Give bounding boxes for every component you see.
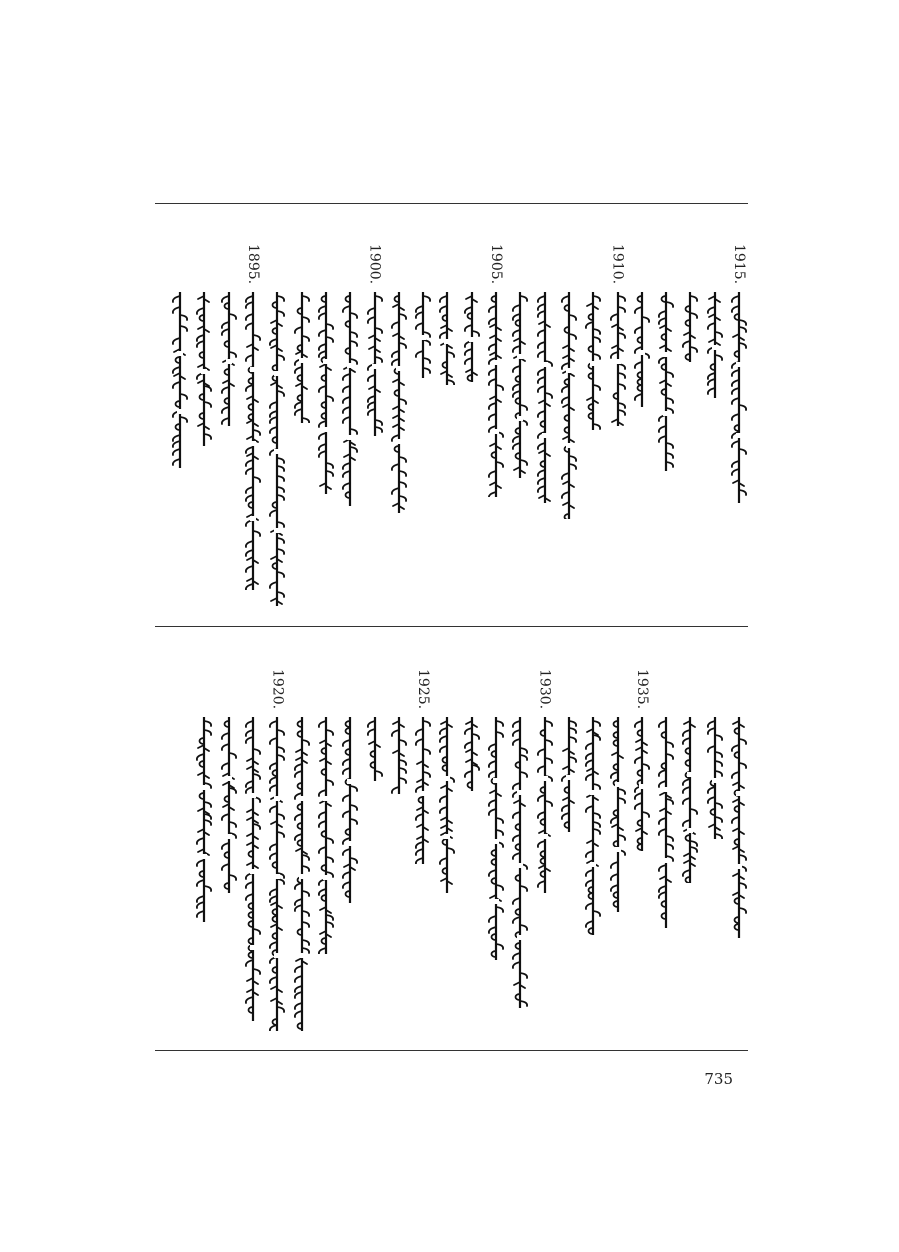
script-line	[534, 717, 556, 893]
text-column	[364, 230, 386, 615]
script-line	[169, 292, 191, 468]
text-column	[291, 230, 313, 615]
script-line	[509, 292, 531, 478]
line-number	[339, 669, 361, 715]
text-column	[631, 655, 653, 1040]
script-line	[534, 292, 556, 503]
script-line	[364, 292, 386, 436]
line-number	[509, 669, 531, 715]
line-number	[266, 244, 288, 290]
line-number	[169, 244, 191, 290]
line-number	[291, 669, 313, 715]
script-line	[339, 292, 361, 506]
script-line	[315, 717, 337, 954]
script-line	[436, 717, 458, 893]
line-number: 1910.	[609, 244, 626, 285]
text-column	[558, 655, 580, 1040]
line-number	[193, 669, 215, 715]
line-number	[412, 244, 434, 290]
section-upper	[155, 230, 748, 615]
text-column	[679, 655, 701, 1040]
script-line	[558, 292, 580, 519]
line-number	[315, 244, 337, 290]
script-line	[291, 717, 313, 1031]
script-line	[291, 292, 313, 423]
line-number	[218, 669, 240, 715]
line-number	[242, 669, 264, 715]
script-line	[193, 717, 215, 922]
script-line	[412, 717, 434, 864]
script-line	[679, 717, 701, 883]
line-number	[558, 669, 580, 715]
text-column	[558, 230, 580, 615]
script-line	[485, 292, 507, 497]
script-line	[388, 717, 410, 794]
text-column	[509, 230, 531, 615]
script-line	[218, 717, 240, 893]
line-number	[291, 244, 313, 290]
text-column	[509, 655, 531, 1040]
line-number	[607, 669, 629, 715]
line-number	[582, 244, 604, 290]
script-line	[436, 292, 458, 385]
script-line	[582, 717, 604, 935]
text-column	[436, 230, 458, 615]
text-column	[582, 230, 604, 615]
text-column	[388, 655, 410, 1040]
line-number	[582, 669, 604, 715]
text-column	[534, 655, 556, 1040]
line-number	[534, 244, 556, 290]
text-column	[485, 230, 507, 615]
script-line	[461, 717, 483, 791]
line-number	[436, 244, 458, 290]
line-number	[728, 669, 750, 715]
text-column	[242, 230, 264, 615]
script-line	[339, 717, 361, 903]
script-line	[655, 717, 677, 928]
script-line	[461, 292, 483, 382]
script-line	[218, 292, 240, 426]
text-column	[242, 655, 264, 1040]
line-number	[655, 669, 677, 715]
line-number: 1935.	[633, 669, 650, 710]
line-number	[388, 669, 410, 715]
line-number	[704, 244, 726, 290]
script-line	[193, 292, 215, 446]
line-number	[655, 244, 677, 290]
line-number	[485, 669, 507, 715]
script-line	[509, 717, 531, 1008]
text-column	[607, 655, 629, 1040]
line-number	[218, 244, 240, 290]
page-number: 735	[704, 1070, 733, 1088]
text-column	[412, 655, 434, 1040]
text-column	[315, 655, 337, 1040]
script-line	[266, 717, 288, 1031]
script-line	[315, 292, 337, 494]
script-line	[607, 292, 629, 426]
line-number	[461, 669, 483, 715]
line-number: 1930.	[536, 669, 553, 710]
script-line	[558, 717, 580, 832]
script-line	[242, 292, 264, 590]
line-number	[679, 244, 701, 290]
text-column	[631, 230, 653, 615]
line-number: 1915.	[731, 244, 747, 285]
text-column	[461, 230, 483, 615]
text-column	[218, 655, 240, 1040]
text-column	[193, 655, 215, 1040]
line-number	[388, 244, 410, 290]
script-line	[388, 292, 410, 513]
script-line	[266, 292, 288, 606]
section-lower	[155, 655, 748, 1040]
text-column	[534, 230, 556, 615]
script-line	[412, 292, 434, 378]
text-column	[218, 230, 240, 615]
line-number	[704, 669, 726, 715]
line-number	[679, 669, 701, 715]
text-column	[704, 230, 726, 615]
text-column	[339, 230, 361, 615]
line-number: 1895.	[245, 244, 261, 285]
text-column	[436, 655, 458, 1040]
script-line	[704, 292, 726, 398]
text-column	[388, 230, 410, 615]
text-column	[728, 230, 750, 615]
script-line	[582, 292, 604, 430]
line-number	[436, 669, 458, 715]
script-line	[728, 717, 750, 938]
line-number	[193, 244, 215, 290]
text-column	[679, 230, 701, 615]
text-column	[704, 655, 726, 1040]
line-number	[558, 244, 580, 290]
text-column	[412, 230, 434, 615]
text-column	[607, 230, 629, 615]
line-number	[631, 244, 653, 290]
text-column	[291, 655, 313, 1040]
text-column	[193, 230, 215, 615]
script-line	[679, 292, 701, 362]
line-number	[315, 669, 337, 715]
text-column	[485, 655, 507, 1040]
bottom-rule	[155, 1050, 748, 1051]
middle-rule	[155, 626, 748, 627]
text-column	[655, 230, 677, 615]
text-column	[461, 655, 483, 1040]
text-column	[315, 230, 337, 615]
script-line	[485, 717, 507, 960]
script-line	[728, 292, 750, 503]
script-line	[655, 292, 677, 471]
top-rule	[155, 203, 748, 204]
text-column	[364, 655, 386, 1040]
script-line	[364, 717, 386, 781]
script-line	[631, 292, 653, 407]
line-number	[461, 244, 483, 290]
script-line	[607, 717, 629, 912]
text-column	[339, 655, 361, 1040]
text-column	[266, 230, 288, 615]
line-number: 1925.	[415, 669, 432, 710]
script-line	[242, 717, 264, 1021]
line-number: 1905.	[488, 244, 504, 285]
line-number: 1920.	[269, 669, 286, 710]
text-column	[728, 655, 750, 1040]
text-column	[582, 655, 604, 1040]
text-column	[655, 655, 677, 1040]
line-number	[509, 244, 531, 290]
line-number: 1900.	[366, 244, 383, 285]
line-number	[339, 244, 361, 290]
text-column	[169, 230, 191, 615]
text-column	[266, 655, 288, 1040]
line-number	[364, 669, 386, 715]
script-line	[704, 717, 726, 839]
script-line	[631, 717, 653, 851]
